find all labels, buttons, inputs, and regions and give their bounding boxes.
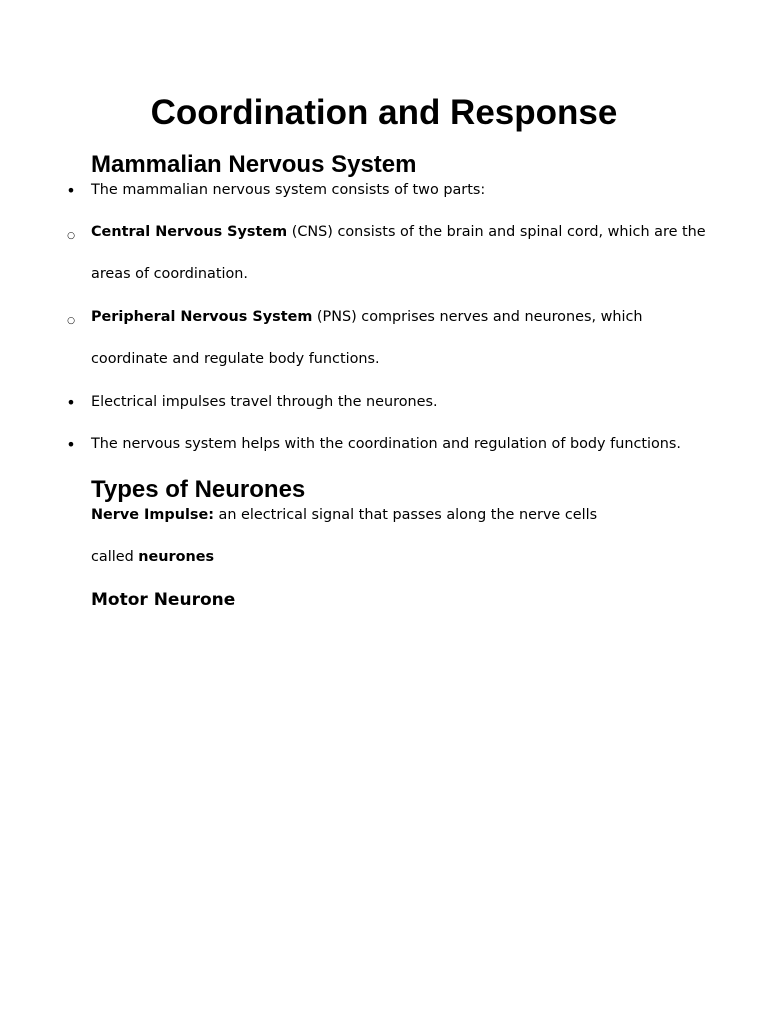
cns-description: (CNS) consists of the brain and spinal cord, which are the [287,224,706,240]
bullet-circle-icon [66,309,76,331]
list-item-cns [91,222,706,242]
pns-description-continued: coordinate and regulate body functions. [91,351,380,367]
definition-text-prefix: called [91,549,139,565]
nerve-impulse-definition [91,505,597,525]
term-nerve-impulse: Nerve Impulse: [91,507,214,523]
bullet-disc-icon [66,435,76,456]
term-pns: Peripheral Nervous System [91,309,313,325]
page-title: Coordination and Response [150,93,618,132]
section-heading-types-of-neurones: Types of Neurones [91,476,306,503]
pns-description: (PNS) comprises nerves and neurones, which [312,309,643,325]
subheading-motor-neurone: Motor Neurone [91,590,236,610]
bullet-circle-icon [66,224,76,246]
section-heading-mammalian-nervous-system: Mammalian Nervous System [91,151,417,178]
term-cns: Central Nervous System [91,224,288,240]
list-item-pns [91,307,643,327]
list-item: The nervous system helps with the coordination and regulation of body functions. [91,436,681,452]
bullet-disc-icon [66,181,76,202]
bullet-disc-icon [66,393,76,414]
nerve-impulse-definition-continued [91,547,214,567]
list-item: Electrical impulses travel through the neurones. [91,394,438,410]
term-neurones: neurones [138,549,215,565]
list-item: The mammalian nervous system consists of two parts: [91,182,486,198]
definition-text: an electrical signal that passes along the nerve cells [213,507,598,523]
cns-description-continued: areas of coordination. [91,266,249,282]
